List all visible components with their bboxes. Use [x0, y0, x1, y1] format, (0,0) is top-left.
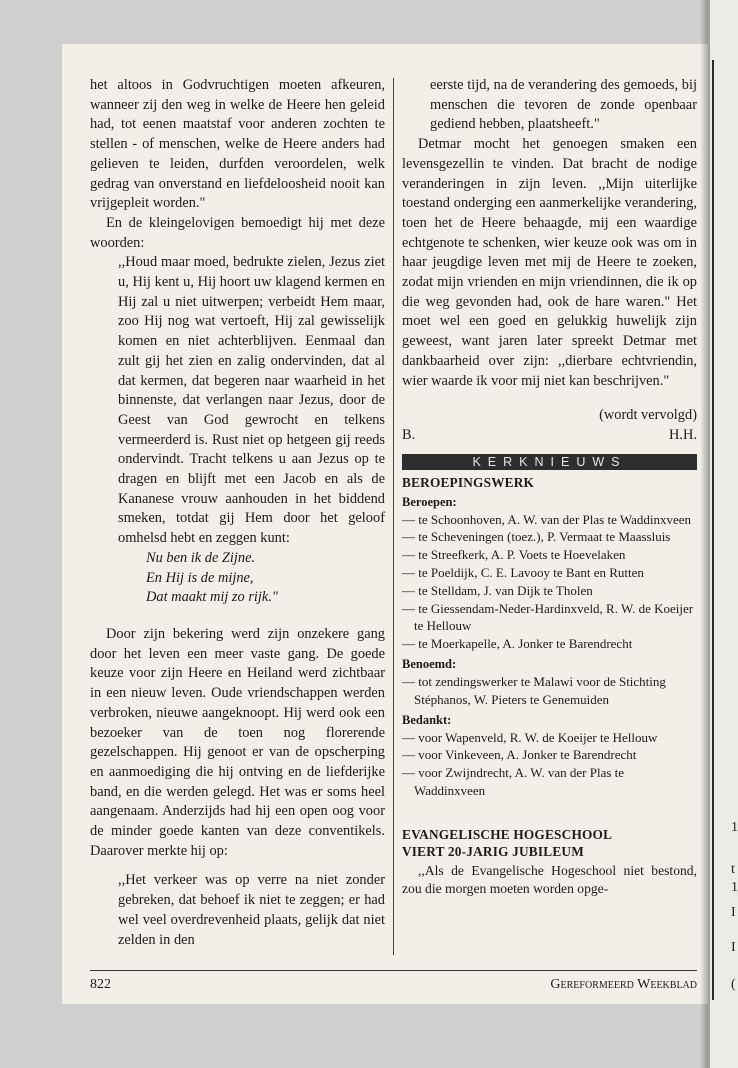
list-item: — te Giessendam-Neder-Hardinxveld, R. W. de Koeijer te Hellouw — [402, 600, 694, 634]
next-page-rule — [712, 60, 714, 1000]
author-initials: H.H. — [669, 426, 697, 443]
footer-rule — [90, 970, 697, 971]
list-item: — voor Wapenveld, R. W. de Koeijer te Hellouw — [402, 729, 658, 745]
signature-initial: B. — [402, 426, 416, 443]
paragraph: En de kleingelovigen bemoedigt hij met deze woorden: — [90, 214, 385, 251]
section-banner: KERKNIEUWS — [402, 454, 697, 470]
article-heading: VIERT 20-JARIG JUBILEUM — [402, 843, 584, 859]
next-page-fragment: t — [731, 862, 735, 877]
next-page-fragment: I — [731, 905, 736, 920]
list-item: — tot zendingswerker te Malawi voor de Stichting Stéphanos, W. Pieters te Genemuiden — [402, 674, 666, 707]
list-item: — te Streefkerk, A. P. Voets te Hoevelaken — [402, 547, 626, 563]
next-page-fragment: ( — [731, 977, 736, 992]
next-page-fragment: 1 — [731, 820, 738, 835]
list-item: — voor Zwijndrecht, A. W. van der Plas te Waddinxveen — [402, 765, 625, 799]
section-heading: BEROEPINGSWERK — [402, 474, 535, 490]
poem-line: En Hij is de mijne, — [146, 569, 254, 586]
poem — [90, 549, 385, 608]
gutter-shadow — [700, 0, 710, 1068]
right-column — [402, 76, 697, 899]
block-quote: ,,Houd maar moed, bedrukte zielen, Jezus ziet u, Hij kent u, Hij hoort uw klagend kermen en Hij zal u niet uitwerpen; verbeidt Hem maar, zoo Hij nog wat vertoeft, Hij zal gewisselijk komen en niet achterblijven. Eenmaal dan zult gij het zien en zalig ondervinden, dat al dat kermen, dat begeren naar waarheid in het binnenste, dat verlangen naar Jezus, door de Geest van God gewrocht en telkens vermeerderd is. Rust niet op hetgeen gij reeds ondervindt. Tracht telkens u aan Jezus op te dragen en blijft met een Jacob en als de Kananese vrouw aanhouden in het biddend smeken, totdat gij Hem door het geloof omhelsd hebt en zeggen kunt: — [118, 254, 385, 547]
poem-line: Nu ben ik de Zijne. — [146, 549, 256, 566]
signature-line — [402, 426, 697, 446]
article-heading: EVANGELISCHE HOGESCHOOL — [402, 826, 613, 842]
block-quote-continued: eerste tijd, na de verandering des gemoeds, bij menschen die tevoren de zonde openbaar gediend hebben, plaatsheeft." — [430, 77, 697, 133]
paragraph: Detmar mocht het genoegen smaken een levensgezellin te vinden. Dat bracht de nodige veranderingen in zijn leven. ,,Mijn uiterlijke toestand onderging een aanmerkelijke verandering, toen het de Heere behaagde, mij een waardige echtgenote te schenken, wier keuze ook was om in haar jeugdige leven met mij de Heere te zoeken, zodat mijn vrienden en mijn vriendinnen, die ik op die weg gevonden had, ook de hare waren." Het moet wel een goed en gelukkig huwelijk zijn geweest, want jaren later spreekt Detmar met dankbaarheid over zijn: ,,dierbare echtvriendin, wier waarde ik voor mij niet kan beschrijven." — [402, 136, 697, 389]
subheading-benoemd: Benoemd: — [402, 657, 457, 672]
list-item: — te Poeldijk, C. E. Lavooy te Bant en Rutten — [402, 565, 644, 581]
left-column — [90, 76, 385, 950]
subheading-beroepen: Beroepen: — [402, 494, 457, 509]
paragraph: Door zijn bekering werd zijn onzekere gang door het leven een meer vaste gang. De goede keuze voor zijn Heere en Heiland werd zichtbaar in een nieuw leven. Oude vriendschappen werden verbroken, nieuwe aangeknoopt. Hij werd ook een bezoeker van de toen nog florerende gezelschappen. Hij genoot er van de opscherping en aanmoediging die hij ontving en de liefderijke band, en die werden gelegd. Het was er soms heel aangenaam. Anderzijds had hij een open oog voor de minder goede kanten van deze conventikels. Daarover merkte hij op: — [90, 625, 385, 859]
news-list — [402, 493, 697, 800]
list-item: — voor Vinkeveen, A. Jonker te Barendrecht — [402, 747, 637, 763]
page-number: 822 — [90, 977, 111, 992]
list-item: — te Schoonhoven, A. W. van der Plas te Waddinxveen — [402, 511, 692, 527]
journal-name: Gereformeerd Weekblad — [550, 977, 697, 992]
list-item: — te Scheveningen (toez.), P. Vermaat te Maassluis — [402, 529, 671, 545]
block-quote: ,,Het verkeer was op verre na niet zonder gebreken, dat behoef ik niet te zeggen; er had wel veel overdrevenheid plaats, gelijk dat niet zelden in den — [118, 872, 385, 948]
continued-note: (wordt vervolgd) — [599, 407, 697, 424]
list-item: — te Stelldam, J. van Dijk te Tholen — [402, 582, 593, 598]
subheading-bedankt: Bedankt: — [402, 712, 452, 727]
next-page-fragment: 1 — [731, 880, 738, 895]
poem-line: Dat maakt mij zo rijk." — [146, 589, 278, 606]
paragraph: het altoos in Godvruchtigen moeten afkeuren, wanneer zij den weg in welke de Heere hen geleid had, tot eenen maatstaf voor anderen zochten te stellen - of menschen, welke de Heere anders had gelieven te leiden, durfden veroordelen, welk gedrag van onverstand en liefdeloosheid nooit kan vrijgepleit worden." — [90, 77, 385, 212]
list-item: — te Moerkapelle, A. Jonker te Barendrecht — [402, 636, 633, 652]
article-paragraph: ,,Als de Evangelische Hogeschool niet bestond, zou die morgen moeten worden opge- — [402, 862, 697, 897]
next-page-fragment: I — [731, 940, 736, 955]
column-divider — [393, 78, 394, 955]
